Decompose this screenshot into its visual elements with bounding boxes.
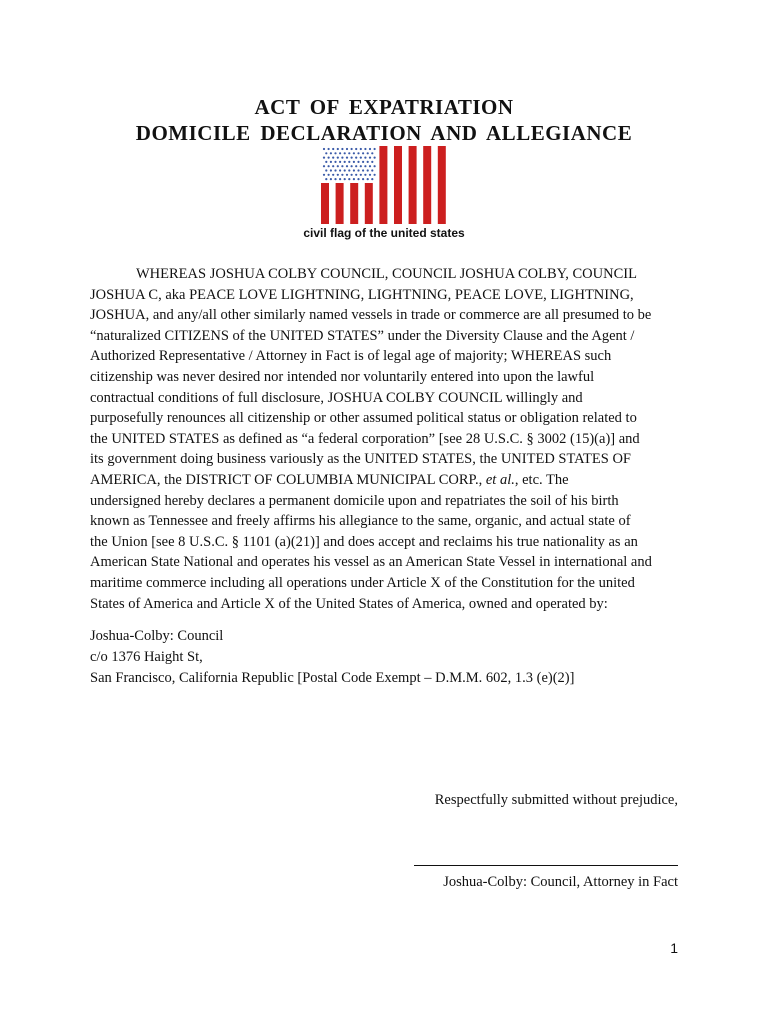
flag-star — [351, 148, 353, 150]
declaration-line: AMERICA, the DISTRICT OF COLUMBIA MUNICIPAL CORP., et al., etc. The — [90, 472, 569, 488]
flag-star — [367, 161, 369, 163]
flag-star — [332, 174, 334, 176]
flag-star — [332, 148, 334, 150]
flag-star — [367, 178, 369, 180]
flag-star — [353, 169, 355, 171]
civil-flag-icon — [321, 146, 447, 224]
flag-star — [374, 165, 376, 167]
flag-star — [353, 161, 355, 163]
page-number: 1 — [670, 940, 678, 956]
signature-line — [414, 865, 678, 866]
flag-star — [355, 148, 357, 150]
flag-star — [346, 148, 348, 150]
flag-star — [337, 174, 339, 176]
flag-star — [332, 165, 334, 167]
flag-star — [328, 157, 330, 159]
flag-star — [357, 169, 359, 171]
flag-star — [334, 152, 336, 154]
flag-star — [330, 178, 332, 180]
flag-star — [364, 148, 366, 150]
flag-star — [362, 169, 364, 171]
flag-star — [351, 174, 353, 176]
flag-star — [364, 165, 366, 167]
flag-star — [371, 152, 373, 154]
flag-star — [357, 161, 359, 163]
declaration-line: WHEREAS JOSHUA COLBY COUNCIL, COUNCIL JOSHUA COLBY, COUNCIL — [136, 266, 637, 282]
flag-star — [353, 152, 355, 154]
flag-star — [371, 178, 373, 180]
declaration-line: purposefully renounces all citizenship or other assumed political status or obligation related to — [90, 410, 637, 427]
flag-star — [341, 165, 343, 167]
flag-star — [369, 157, 371, 159]
flag-star — [362, 161, 364, 163]
flag-star — [323, 165, 325, 167]
flag-star — [334, 161, 336, 163]
address-line: Joshua-Colby: Council — [90, 628, 224, 644]
flag-star — [367, 169, 369, 171]
flag-star — [344, 169, 346, 171]
flag-star — [341, 174, 343, 176]
flag-star — [325, 152, 327, 154]
flag-star — [330, 152, 332, 154]
flag-star — [339, 161, 341, 163]
flag-stripe — [438, 146, 446, 224]
flag-star — [325, 161, 327, 163]
flag-star — [325, 178, 327, 180]
flag-stripe — [409, 146, 417, 224]
flag-star — [339, 178, 341, 180]
declaration-line: the UNITED STATES as defined as “a federal corporation” [see 28 U.S.C. § 3002 (15)(a)] and — [90, 430, 640, 447]
declaration-line: its government doing business variously as the UNITED STATES, the UNITED STATES OF — [90, 451, 631, 468]
flag-star — [351, 165, 353, 167]
flag-stripe — [394, 146, 402, 224]
flag-star — [337, 148, 339, 150]
flag-star — [355, 174, 357, 176]
flag-star — [337, 165, 339, 167]
declaration-line: JOSHUA C, aka PEACE LOVE LIGHTNING, LIGHTNING, PEACE LOVE, LIGHTNING, — [90, 286, 634, 303]
flag-star — [330, 169, 332, 171]
flag-star — [369, 148, 371, 150]
flag-star — [332, 157, 334, 159]
declaration-line: citizenship was never desired nor intended nor voluntarily entered into upon the lawful — [90, 369, 595, 385]
flag-star — [346, 165, 348, 167]
flag-star — [362, 152, 364, 154]
flag-caption: civil flag of the united states — [303, 226, 465, 240]
declaration-line: the Union [see 8 U.S.C. § 1101 (a)(21)] and does accept and reclaims his true nationality as an — [90, 533, 638, 550]
flag-star — [353, 178, 355, 180]
flag-star — [348, 169, 350, 171]
declaration-line: JOSHUA, and any/all other similarly named vessels in trade or commerce are all presumed to be — [90, 307, 652, 324]
flag-star — [346, 157, 348, 159]
declaration-line: Authorized Representative / Attorney in Fact is of legal age of majority; WHEREAS such — [90, 348, 612, 365]
flag-star — [344, 152, 346, 154]
declaration-line: known as Tennessee and freely affirms his allegiance to the same, organic, and actual state of — [90, 513, 631, 530]
document-title: ACT OF EXPATRIATION — [254, 95, 514, 119]
flag-star — [357, 178, 359, 180]
signature-name: Joshua-Colby: Council, Attorney in Fact — [443, 874, 678, 890]
flag-star — [344, 178, 346, 180]
flag-star — [364, 174, 366, 176]
declaration-line: maritime commerce including all operations under Article X of the Constitution for the united — [90, 575, 635, 591]
flag-stripe — [379, 146, 387, 224]
flag-star — [364, 157, 366, 159]
flag-star — [325, 169, 327, 171]
flag-star — [355, 165, 357, 167]
flag-star — [334, 178, 336, 180]
flag-star — [346, 174, 348, 176]
flag-star — [374, 157, 376, 159]
address-line: c/o 1376 Haight St, — [90, 649, 203, 665]
flag-star — [323, 157, 325, 159]
flag-star — [351, 157, 353, 159]
declaration-line: undersigned hereby declares a permanent domicile upon and repatriates the soil of his birth — [90, 492, 619, 509]
flag-star — [323, 174, 325, 176]
flag-star — [360, 148, 362, 150]
flag-star — [334, 169, 336, 171]
flag-star — [348, 178, 350, 180]
flag-star — [374, 174, 376, 176]
declaration-line: States of America and Article X of the United States of America, owned and operated by: — [90, 595, 608, 612]
flag-star — [357, 152, 359, 154]
flag-star — [362, 178, 364, 180]
flag-star — [323, 148, 325, 150]
flag-star — [360, 157, 362, 159]
flag-star — [341, 157, 343, 159]
flag-star — [339, 152, 341, 154]
address-line: San Francisco, California Republic [Postal Code Exempt – D.M.M. 602, 1.3 (e)(2)] — [90, 670, 575, 686]
flag-star — [367, 152, 369, 154]
flag-star — [344, 161, 346, 163]
flag-star — [328, 165, 330, 167]
closing-text: Respectfully submitted without prejudice, — [434, 792, 678, 808]
declaration-line: “naturalized CITIZENS of the UNITED STATES” under the Diversity Clause and the Agent / — [90, 327, 635, 344]
declaration-line: American State National and operates his vessel as an American State Vessel in international and — [90, 554, 652, 571]
flag-star — [360, 174, 362, 176]
document-subtitle: DOMICILE DECLARATION AND ALLEGIANCE — [135, 121, 633, 145]
flag-star — [328, 148, 330, 150]
flag-star — [339, 169, 341, 171]
flag-star — [337, 157, 339, 159]
flag-star — [369, 165, 371, 167]
flag-star — [369, 174, 371, 176]
flag-star — [371, 169, 373, 171]
flag-star — [348, 152, 350, 154]
flag-star — [341, 148, 343, 150]
flag-star — [371, 161, 373, 163]
flag-star — [330, 161, 332, 163]
flag-star — [348, 161, 350, 163]
flag-star — [355, 157, 357, 159]
declaration-line: contractual conditions of full disclosure, JOSHUA COLBY COUNCIL willingly and — [90, 389, 583, 406]
flag-stripe — [423, 146, 431, 224]
flag-star — [328, 174, 330, 176]
flag-star — [360, 165, 362, 167]
flag-star — [374, 148, 376, 150]
